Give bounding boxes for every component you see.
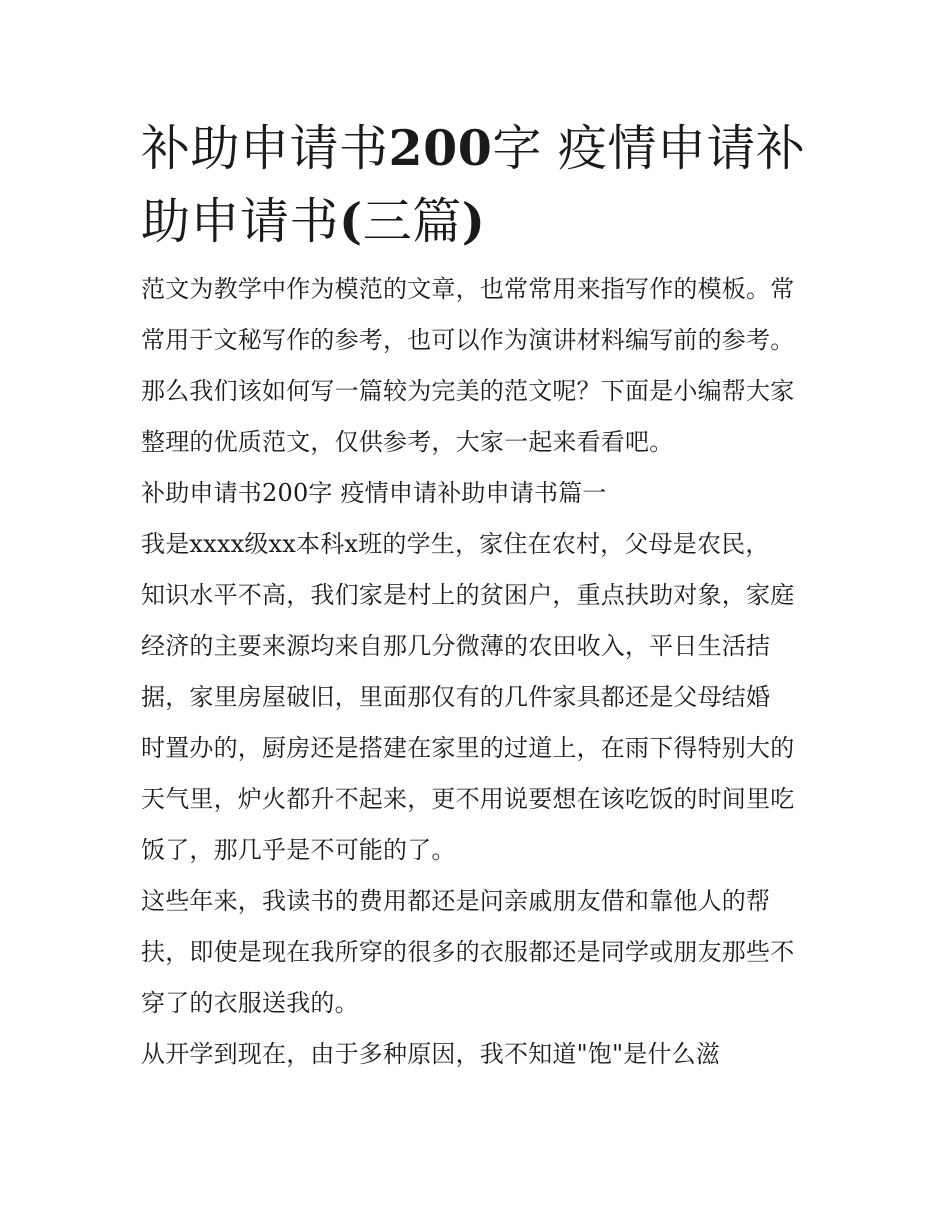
body-line: 范文为教学中作为模范的文章，也常常用来指写作的模板。常	[141, 275, 795, 303]
document-content	[141, 112, 813, 1080]
title-text: 三篇	[362, 193, 462, 250]
title-text: 补助申请书	[141, 120, 389, 177]
body-line: 时置办的，厨房还是搭建在家里的过道上，在雨下得特别大的	[141, 734, 795, 762]
body-line: 知识水平不高，我们家是村上的贫困户，重点扶助对象，家庭	[141, 581, 795, 609]
body-line: 那么我们该如何写一篇较为完美的范文呢？下面是小编帮大家	[141, 377, 795, 405]
section-heading: 补助申请书200字 疫情申请补助申请书篇一	[141, 479, 607, 507]
body-line: 据，家里房屋破旧，里面那仅有的几件家具都还是父母结婚	[141, 683, 771, 711]
title-number: 200	[388, 119, 493, 177]
body-line: 饭了，那几乎是不可能的了。	[141, 836, 456, 864]
body-line: 扶，即使是现在我所穿的很多的衣服都还是同学或朋友那些不	[141, 938, 795, 966]
body-line: 经济的主要来源均来自那几分微薄的农田收入，平日生活拮	[141, 632, 771, 660]
document-body	[141, 264, 813, 1080]
body-line: 从开学到现在，由于多种原因，我不知道"饱"是什么滋	[141, 1040, 721, 1068]
body-line: 天气里，炉火都升不起来，更不用说要想在该吃饭的时间里吃	[141, 785, 795, 813]
body-line: 我是xxxx级xx本科x班的学生，家住在农村，父母是农民，	[141, 530, 770, 558]
body-line: 整理的优质范文，仅供参考，大家一起来看看吧。	[141, 428, 674, 456]
title-text: 助申请书	[141, 193, 340, 250]
title-line-1	[141, 112, 813, 185]
body-line: 穿了的衣服送我的。	[141, 989, 359, 1017]
title-paren-close: )	[461, 192, 486, 250]
title-line-2	[141, 185, 813, 258]
title-text: 字 疫情申请补	[492, 120, 806, 177]
title-paren-open: (	[339, 192, 363, 250]
body-line: 这些年来，我读书的费用都还是问亲戚朋友借和靠他人的帮	[141, 887, 771, 915]
body-line: 常用于文秘写作的参考，也可以作为演讲材料编写前的参考。	[141, 326, 795, 354]
document-title	[141, 112, 813, 258]
